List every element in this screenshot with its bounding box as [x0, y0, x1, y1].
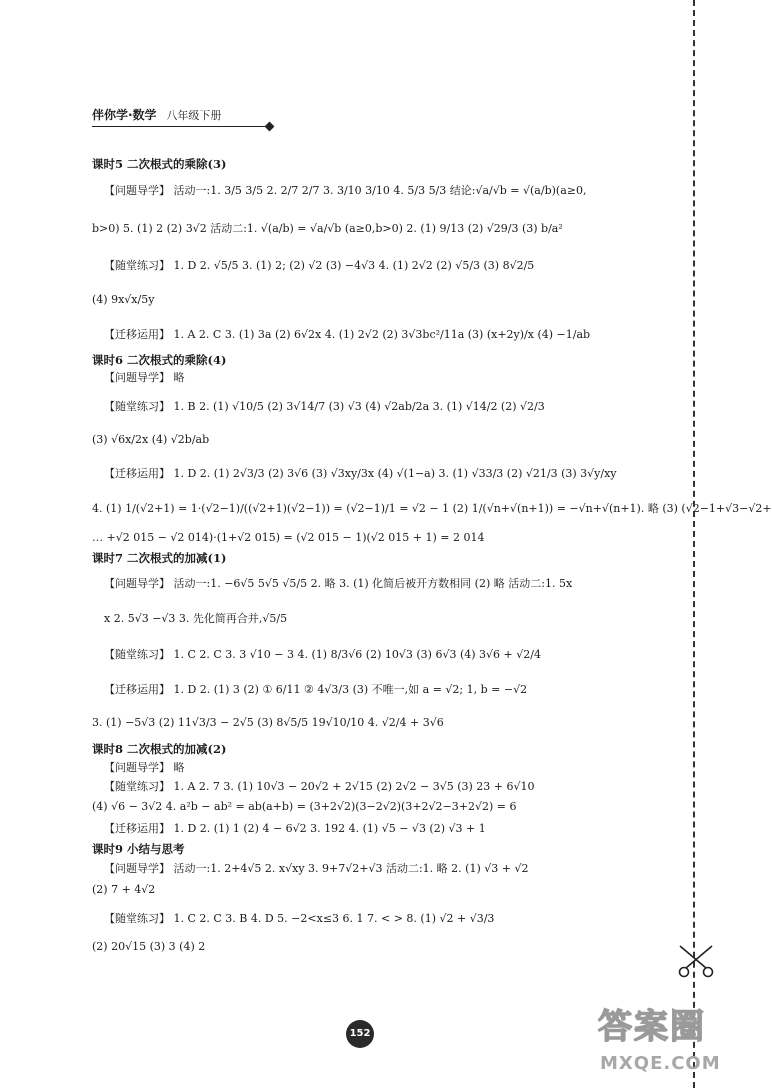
watermark-url: MXQE.COM — [600, 1053, 721, 1074]
section-title: 课时9 小结与思考 — [92, 842, 185, 856]
answer-line: (2) 7 + 4√2 — [92, 883, 156, 896]
answer-line: (2) 20√15 (3) 3 (4) 2 — [92, 940, 206, 953]
answer-line: 【迁移运用】 1. D 2. (1) 3 (2) ① 6/11 ② 4√3/3 (3) 不唯一,如 a = √2; 1, b = −√2 — [104, 683, 528, 696]
answer-line: 【随堂练习】 1. C 2. C 3. B 4. D 5. −2<x≤3 6. 1 7. < > 8. (1) √2 + √3/3 — [104, 912, 495, 925]
answer-line: 【随堂练习】 1. C 2. C 3. 3 √10 − 3 4. (1) 8/3√6 (2) 10√3 (3) 6√3 (4) 3√6 + √2/4 — [104, 648, 541, 661]
answer-line: x 2. 5√3 −√3 3. 先化简再合并,√5/5 — [104, 612, 288, 625]
grade-label: 八年级下册 — [166, 109, 222, 122]
answer-line: 【随堂练习】 1. D 2. √5/5 3. (1) 2; (2) √2 (3) −4√3 4. (1) 2√2 (2) √5/3 (3) 8√2/5 — [104, 259, 535, 272]
answer-line: 3. (1) −5√3 (2) 11√3/3 − 2√5 (3) 8√5/5 19√10/10 4. √2/4 + 3√6 — [92, 716, 444, 729]
section-title: 课时8 二次根式的加减(2) — [92, 742, 227, 756]
answer-line: 【问题导学】 活动一:1. −6√5 5√5 √5/5 2. 略 3. (1) 化简后被开方数相同 (2) 略 活动二:1. 5x — [104, 577, 573, 590]
answer-line: 4. (1) 1/(√2+1) = 1·(√2−1)/((√2+1)(√2−1)) = (√2−1)/1 = √2 − 1 (2) 1/(√n+√(n+1)) = −√n+√(n+1). 略 (3) (√2−1+√3−√2+ — [92, 502, 772, 515]
scissors-icon — [676, 940, 716, 980]
book-title: 伴你学·数学 — [92, 108, 157, 122]
answer-line: … +√2 015 − √2 014)·(1+√2 015) = (√2 015 − 1)(√2 015 + 1) = 2 014 — [92, 531, 485, 544]
page-number: 152 — [346, 1020, 374, 1048]
section-title: 课时6 二次根式的乘除(4) — [92, 353, 227, 367]
answer-line: 【随堂练习】 1. A 2. 7 3. (1) 10√3 − 20√2 + 2√15 (2) 2√2 − 3√5 (3) 23 + 6√10 — [104, 780, 535, 793]
watermark-logo: 答案圈 — [598, 1007, 706, 1047]
answer-line: 【随堂练习】 1. B 2. (1) √10/5 (2) 3√14/7 (3) √3 (4) √2ab/2a 3. (1) √14/2 (2) √2/3 — [104, 400, 545, 413]
answer-line: 【问题导学】 略 — [104, 371, 185, 384]
section-title: 课时5 二次根式的乘除(3) — [92, 157, 227, 171]
answer-line: 【迁移运用】 1. D 2. (1) 2√3/3 (2) 3√6 (3) √3xy/3x (4) √(1−a) 3. (1) √33/3 (2) √21/3 (3) 3√y/xy — [104, 467, 617, 480]
watermark — [598, 1004, 730, 1080]
answer-line: 【问题导学】 活动一:1. 2+4√5 2. x√xy 3. 9+7√2+√3 活动二:1. 略 2. (1) √3 + √2 — [104, 862, 529, 875]
answer-line: 【迁移运用】 1. A 2. C 3. (1) 3a (2) 6√2x 4. (1) 2√2 (2) 3√3bc²/11a (3) (x+2y)/x (4) −1/ab — [104, 328, 591, 341]
answer-line: 【问题导学】 活动一:1. 3/5 3/5 2. 2/7 2/7 3. 3/10 3/10 4. 5/3 5/3 结论:√a/√b = √(a/b)(a≥0, — [104, 184, 587, 197]
section-title: 课时7 二次根式的加减(1) — [92, 551, 227, 565]
answer-line: 【迁移运用】 1. D 2. (1) 1 (2) 4 − 6√2 3. 192 4. (1) √5 − √3 (2) √3 + 1 — [104, 822, 486, 835]
answer-line: b>0) 5. (1) 2 (2) 3√2 活动二:1. √(a/b) = √a/√b (a≥0,b>0) 2. (1) 9/13 (2) √29/3 (3) b/a² — [92, 222, 563, 235]
answer-line: (4) √6 − 3√2 4. a²b − ab² = ab(a+b) = (3+2√2)(3−2√2)(3+2√2−3+2√2) = 6 — [92, 800, 517, 813]
answer-line: (4) 9x√x/5y — [92, 293, 155, 306]
answer-line: 【问题导学】 略 — [104, 761, 185, 774]
cut-line — [693, 0, 695, 1088]
answer-line: (3) √6x/2x (4) √2b/ab — [92, 433, 210, 446]
